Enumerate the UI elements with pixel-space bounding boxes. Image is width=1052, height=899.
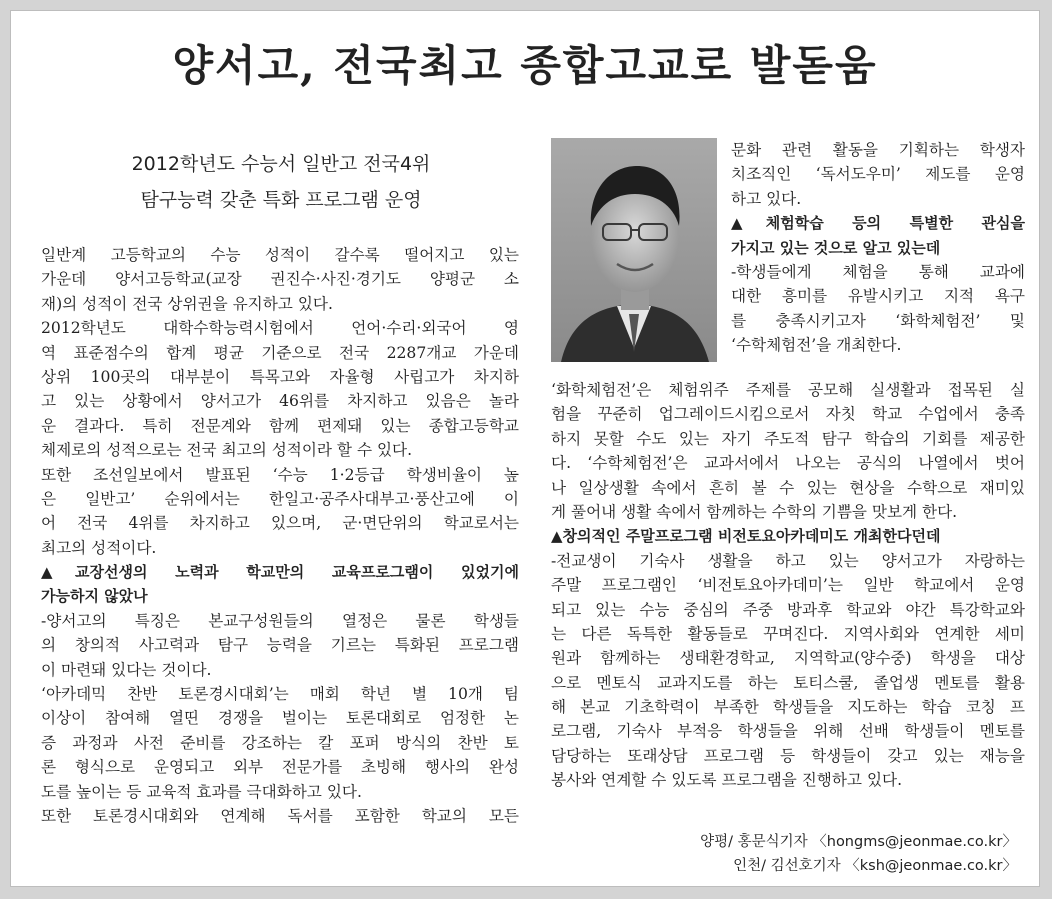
text-line: 게 풀어내 생활 속에서 함께하는 수학의 기쁨을 맛보게 한다.: [551, 502, 958, 521]
text-line: 재)의 성적이 전국 상위권을 유지하고 있다.: [41, 294, 333, 313]
portrait-photo-icon: [551, 138, 717, 362]
text-line: 봉사와 연계할 수 있도록 프로그램을 진행하고 있다.: [551, 771, 903, 790]
article-column-left: [41, 243, 519, 828]
text-line: 이 마련돼 있다는 것이다.: [41, 660, 212, 679]
text-line: 의 창의적 사고력과 탐구 능력을 기르는 특화된 프로그램: [41, 636, 519, 655]
text-line: -양서고의 특징은 본교구성원들의 열정은 물론 학생들: [41, 611, 519, 630]
text-line: 최고의 성적이다.: [41, 538, 157, 557]
text-line: 증 과정과 사전 준비를 강조하는 칼 포퍼 방식의 찬반 토: [41, 733, 519, 752]
text-line: 치조직인 ‘독서도우미’ 제도를 운영: [731, 165, 1025, 184]
reporter-name: 양평/ 홍문식기자: [700, 834, 808, 850]
subheadline-1: 2012학년도 수능서 일반고 전국4위: [131, 153, 431, 175]
text-line: -전교생이 기숙사 생활을 하고 있는 양서고가 자랑하는: [551, 551, 1025, 570]
text-line: -학생들에게 체험을 통해 교과에: [731, 262, 1025, 281]
text-line: ‘수학체험전’을 개최한다.: [731, 336, 902, 355]
text-line: 또한 토론경시대회와 연계해 독서를 포함한 학교의 모든: [41, 806, 519, 825]
text-line: ‘아카데믹 찬반 토론경시대회’는 매회 학년 별 10개 팀: [41, 685, 519, 704]
text-line: ‘화학체험전’은 체험위주 주제를 공모해 실생활과 접목된 실: [551, 381, 1025, 399]
reporter-name: 인천/ 김선호기자: [733, 858, 841, 874]
text-line: 담당하는 또래상담 프로그램 등 학생들이 갖고 있는 재능을: [551, 746, 1025, 765]
text-line: 일반계 고등학교의 수능 성적이 갈수록 떨어지고 있는: [41, 246, 519, 264]
text-line: 어 전국 4위를 차지하고 있으며, 군·면단위의 학교로서는: [41, 514, 519, 533]
text-line: 하지 못할 수도 있는 자기 주도적 탐구 학습의 기회를 제공한: [551, 429, 1025, 448]
text-line: 은 일반고’ 순위에서는 한일고·공주사대부고·풍산고에 이: [41, 489, 519, 508]
question-line: ▲체험학습 등의 특별한 관심을: [731, 214, 1025, 233]
text-line: 또한 조선일보에서 발표된 ‘수능 1·2등급 학생비율이 높: [41, 465, 519, 484]
article-column-right-top: [731, 138, 1025, 358]
article-column-right-bottom: [551, 378, 1025, 793]
text-line: 운 결과다. 특히 전문계와 함께 편제돼 있는 종합고등학교: [41, 416, 519, 435]
text-line: 해 본교 기초학력이 부족한 학생들을 지도하는 학습 코칭 프: [551, 698, 1025, 717]
text-line: 론 형식으로 운영되고 외부 전문가를 초빙해 행사의 완성: [41, 758, 519, 777]
headline: 양서고, 전국최고 종합고교로 발돋움: [172, 41, 878, 90]
question-line: ▲교장선생의 노력과 학교만의 교육프로그램이 있었기에: [41, 563, 519, 582]
reporter-credit-2: [733, 854, 1017, 875]
text-line: 다. ‘수학체험전’은 교과서에서 나오는 공식의 나열에서 벗어: [551, 454, 1025, 473]
subheadline-2: 탐구능력 갖춘 특화 프로그램 운영: [140, 189, 422, 211]
text-line: 역 표준점수의 합계 평균 기준으로 전국 2287개교 가운데: [41, 343, 519, 362]
text-line: 문화 관련 활동을 기획하는 학생자: [731, 141, 1025, 159]
reporter-email-link[interactable]: 〈hongms@jeonmae.co.kr〉: [812, 834, 1017, 850]
text-line: 로그램, 기숙사 부적응 학생들을 위해 선배 학생들이 멘토를: [551, 722, 1025, 741]
text-line: 나 일상생활 속에서 흔히 볼 수 있는 현상을 수학으로 재미있: [551, 478, 1025, 497]
text-line: 도를 높이는 등 교육적 효과를 극대화하고 있다.: [41, 782, 362, 801]
text-line: 하고 있다.: [731, 189, 802, 208]
portrait-photo-svg: [551, 138, 717, 362]
text-line: 고 있는 상황에서 양서고가 46위를 차지하고 있음은 놀라: [41, 392, 519, 411]
text-line: 주말 프로그램인 ‘비전토요아카데미’는 일반 학교에서 운영: [551, 576, 1025, 595]
text-line: 험을 꾸준히 업그레이드시킴으로서 자칫 학교 수업에서 충족: [551, 405, 1025, 424]
reporter-credit-1: [700, 830, 1017, 851]
text-line: 으로 멘토식 교과지도를 하는 토티스쿨, 졸업생 멘토를 활용: [551, 673, 1025, 692]
question-line: 가지고 있는 것으로 알고 있는데: [731, 238, 941, 257]
reporter-email-link[interactable]: 〈ksh@jeonmae.co.kr〉: [845, 858, 1017, 874]
text-line: 대한 흥미를 유발시키고 지적 욕구: [731, 287, 1025, 306]
text-line: 되고 있는 수능 중심의 주중 방과후 학교와 야간 특강학교와: [551, 600, 1025, 619]
text-line: 는 다른 독특한 활동들로 꾸며진다. 지역사회와 연계한 세미: [551, 624, 1025, 643]
text-line: 를 충족시키고자 ‘화학체험전’ 및: [731, 311, 1025, 330]
question-line: ▲창의적인 주말프로그램 비전토요아카데미도 개최한다던데: [551, 527, 941, 546]
text-line: 이상이 참여해 열띤 경쟁을 벌이는 토론대회로 엄정한 논: [41, 709, 519, 728]
text-line: 가운데 양서고등학교(교장 권진수·사진·경기도 양평군 소: [41, 270, 519, 289]
text-line: 2012학년도 대학수학능력시험에서 언어·수리·외국어 영: [41, 319, 519, 338]
text-line: 상위 100곳의 대부분이 특목고와 자율형 사립고가 차지하: [41, 367, 519, 386]
text-line: 체제로의 성적으로는 전국 최고의 성적이라 할 수 있다.: [41, 441, 413, 460]
newspaper-page: [10, 10, 1040, 887]
text-line: 원과 함께하는 생태환경학교, 지역학교(양수중) 학생을 대상: [551, 649, 1025, 668]
question-line: 가능하지 않았나: [41, 587, 148, 606]
